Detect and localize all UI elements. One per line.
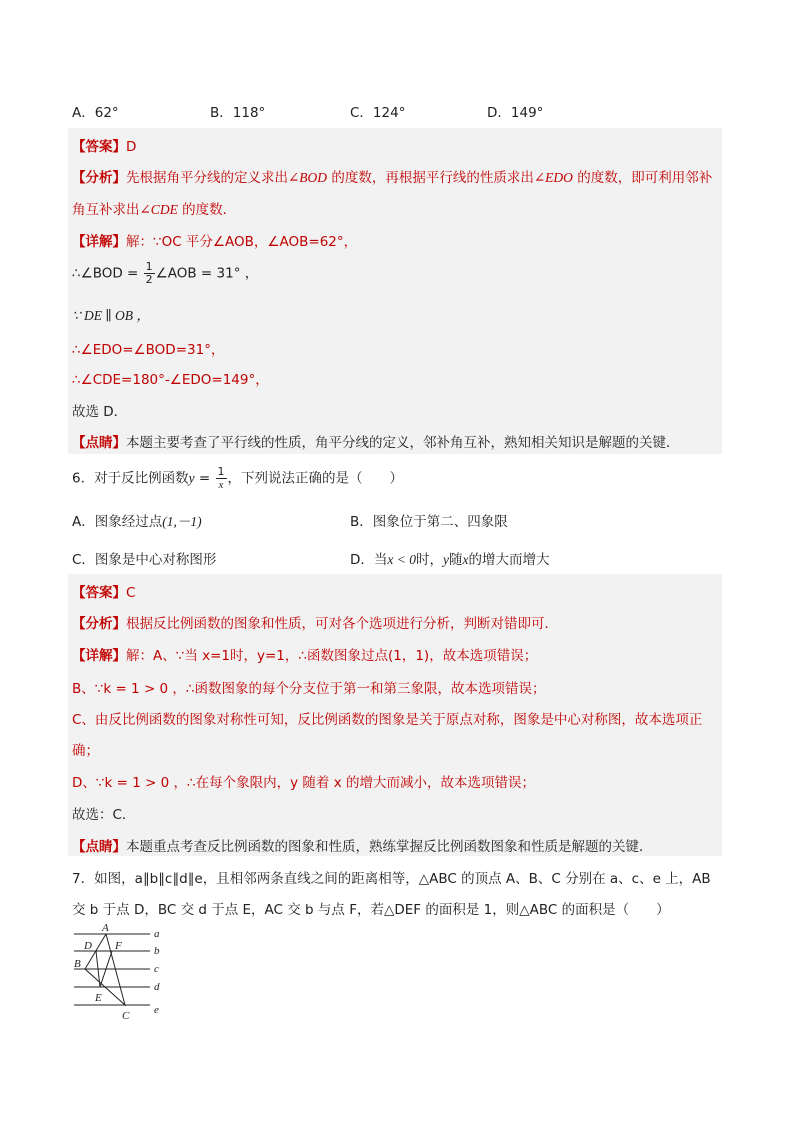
analysis-text: 的度数，即可利用邻补 [572,170,713,186]
q6-analysis [72,612,558,632]
comment-tag: 【点睛】 [72,839,126,855]
label-line-a: a [154,928,160,940]
label-point-f: F [115,940,122,952]
label-point-d: D [84,940,92,952]
fraction-one-over-x [216,466,227,491]
answer-value: D [126,139,137,155]
option-d: D．149° [487,105,544,121]
detail-tag: 【详解】 [72,648,126,664]
analysis-tag: 【分析】 [72,616,126,632]
detail-text: 解：A、∵当 x=1时，y=1，∴函数图象过点(1，1)，故本选项错误； [126,648,538,664]
q5-detail-line-6: 故选 D． [72,404,128,420]
q6-detail-b: B、∵k = 1 > 0 ，∴函数图象的每个分支位于第一和第三象限，故本选项错误； [72,681,546,697]
answer-tag: 【答案】 [72,139,126,155]
q6-comment [72,835,653,855]
label-line-b: b [154,945,160,957]
option-c: C．124° [350,105,406,121]
fraction-numerator: 1 [217,465,225,478]
q5-detail-line-1 [72,230,357,250]
q6-option-a [72,510,202,530]
detail-text: ∠AOB = 31° ， [155,265,259,282]
option-b: B．118° [210,105,266,121]
label-point-a: A [102,922,109,934]
detail-tag: 【详解】 [72,234,126,250]
label-point-c: C [122,1010,130,1022]
stem-var-y: y [188,470,195,486]
q5-detail-line-2 [72,261,258,286]
comment-tag: 【点睛】 [72,435,126,451]
answer-value: C [126,585,136,601]
label-point-b: B [74,958,81,970]
analysis-text: 的度数． [177,202,237,218]
q5-answer [72,135,136,155]
q5-analysis-line-2 [72,198,236,218]
q5-comment [72,431,680,451]
q6-option-c: C．图象是中心对称图形 [72,552,217,568]
q6-stem [72,466,403,491]
stem-text: 6．对于反比例函数 [72,470,189,487]
q6-detail-d: D、∵k = 1 > 0 ，∴在每个象限内，y 随着 x 的增大而减小，故本选项错误； [72,775,536,791]
q6-option-b: B．图象位于第二、四象限 [350,514,508,530]
option-var-x: x [462,552,469,567]
q6-detail-end: 故选：C． [72,807,136,823]
fraction-denominator: x [218,479,224,491]
analysis-tag: 【分析】 [72,170,126,186]
option-condition: x < 0 [387,552,417,567]
q5-detail-line-3: ∵ DE ∥ OB ， [72,308,150,323]
answer-tag: 【答案】 [72,585,126,601]
analysis-text: 根据反比例函数的图象和性质，可对各个选项进行分析，判断对错即可． [126,616,558,632]
option-text: A．图象经过点 [72,514,163,530]
comment-text: 本题重点考查反比例函数的图象和性质，熟练掌握反比例函数图象和性质是解题的关键． [126,839,653,855]
option-var-y: y [443,552,450,567]
detail-text: 解：∵OC 平分∠AOB，∠AOB=62°， [126,234,358,250]
label-line-e: e [154,1004,159,1016]
stem-text: ，下列说法正确的是（ ） [227,470,403,487]
q7-stem-line-2: 交 b 于点 D，BC 交 d 于点 E，AC 交 b 与点 F，若△DEF 的面积是 1，则△ABC 的面积是（ ） [72,902,670,918]
fraction-numerator: 1 [145,260,153,273]
option-a: A．62° [72,105,119,121]
angle-cde: ∠CDE [139,202,178,217]
stem-eq: = [194,470,215,487]
option-text: 时， [416,552,444,568]
comment-text: 本题主要考查了平行线的性质，角平分线的定义，邻补角互补，熟知相关知识是解题的关键． [126,435,680,451]
q6-detail-a [72,644,537,664]
analysis-text: 先根据角平分线的定义求出 [126,170,288,186]
label-point-e: E [95,992,102,1004]
label-line-c: c [154,963,159,975]
q6-option-d [350,548,550,568]
angle-edo: ∠EDO [533,170,573,185]
analysis-text: 角互补求出 [72,202,140,218]
analysis-text: 的度数，再根据平行线的性质求出 [327,170,534,186]
q7-geometry-figure [68,920,178,1026]
q6-detail-c-2: 确； [72,743,99,759]
fraction-half [144,261,155,286]
q5-detail-line-4: ∴∠EDO=∠BOD=31°， [72,342,225,358]
option-text: D．当 [350,552,388,568]
q5-analysis-line-1 [72,166,712,186]
label-line-d: d [154,981,160,993]
detail-text: ∴∠BOD = [72,265,143,282]
q6-answer [72,581,135,601]
q5-detail-line-5: ∴∠CDE=180°-∠EDO=149°， [72,372,269,388]
option-text: 的增大而增大 [468,552,550,568]
angle-bod: ∠BOD [288,170,328,185]
option-text: 随 [449,552,463,568]
q6-detail-c-1: C、由反比例函数的图象对称性可知，反比例函数的图象是关于原点对称，图象是中心对称图，故本选项正 [72,712,703,728]
q7-stem-line-1: 7．如图，a∥b∥c∥d∥e，且相邻两条直线之间的距离相等，△ABC 的顶点 A、B、C 分别在 a、c、e 上，AB [72,871,711,887]
option-point: (1,－1) [162,514,202,529]
fraction-denominator: 2 [145,273,153,286]
